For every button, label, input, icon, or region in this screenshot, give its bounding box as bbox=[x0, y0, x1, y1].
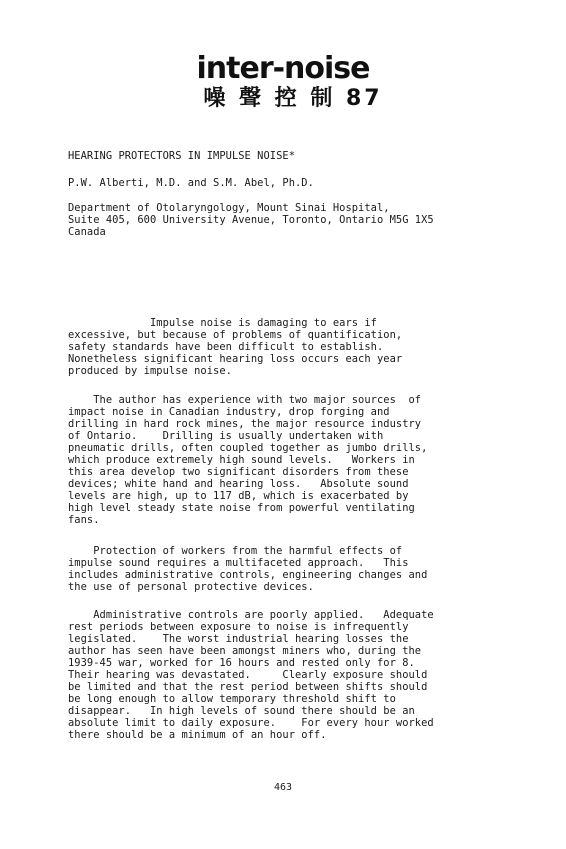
body-line: be long enough to allow temporary threshold shift to bbox=[68, 693, 396, 705]
body-line: this area develop two significant disorders from these bbox=[68, 466, 409, 478]
body-line: excessive, but because of problems of quantification, bbox=[68, 329, 403, 341]
body-line: author has seen have been amongst miners who, during the bbox=[68, 645, 422, 657]
body-line: the use of personal protective devices. bbox=[68, 581, 314, 593]
page-number: 463 bbox=[273, 782, 293, 793]
logo-title: inter-noise bbox=[196, 51, 370, 86]
logo-subtitle: 噪 聲 控 制 87 bbox=[203, 86, 383, 111]
body-line: Their hearing was devastated. Clearly exposure should bbox=[68, 669, 428, 681]
paper-authors: P.W. Alberti, M.D. and S.M. Abel, Ph.D. bbox=[68, 177, 314, 189]
body-line: safety standards have been difficult to establish. bbox=[68, 341, 384, 353]
body-line: which produce extremely high sound levels. Workers in bbox=[68, 454, 415, 466]
body-line: levels are high, up to 117 dB, which is exacerbated by bbox=[68, 490, 409, 502]
body-line: impulse sound requires a multifaceted approach. This bbox=[68, 557, 409, 569]
body-line: fans. bbox=[68, 514, 100, 526]
body-line: rest periods between exposure to noise is infrequently bbox=[68, 621, 409, 633]
body-line: of Ontario. Drilling is usually undertaken with bbox=[68, 430, 384, 442]
affiliation-line: Department of Otolaryngology, Mount Sinai Hospital, bbox=[68, 202, 390, 214]
body-line: there should be a minimum of an hour off. bbox=[68, 729, 327, 741]
body-line: legislated. The worst industrial hearing losses the bbox=[68, 633, 409, 645]
body-line: drilling in hard rock mines, the major resource industry bbox=[68, 418, 422, 430]
body-line: high level steady state noise from powerful ventilating bbox=[68, 502, 415, 514]
body-line: be limited and that the rest period between shifts should bbox=[68, 681, 428, 693]
body-line: includes administrative controls, engineering changes and bbox=[68, 569, 428, 581]
body-line: 1939-45 war, worked for 16 hours and rested only for 8. bbox=[68, 657, 415, 669]
affiliation-line: Suite 405, 600 University Avenue, Toronto, Ontario M5G 1X5 bbox=[68, 214, 434, 226]
affiliation-line: Canada bbox=[68, 226, 106, 238]
body-line: The author has experience with two major sources of bbox=[68, 394, 422, 406]
body-line: Nonetheless significant hearing loss occurs each year bbox=[68, 353, 403, 365]
body-line: absolute limit to daily exposure. For every hour worked bbox=[68, 717, 434, 729]
body-line: pneumatic drills, often coupled together as jumbo drills, bbox=[68, 442, 428, 454]
body-line: disappear. In high levels of sound there should be an bbox=[68, 705, 415, 717]
body-line: produced by impulse noise. bbox=[68, 365, 232, 377]
body-line: Administrative controls are poorly applied. Adequate bbox=[68, 609, 434, 621]
body-line: Impulse noise is damaging to ears if bbox=[68, 317, 377, 329]
body-line: devices; white hand and hearing loss. Absolute sound bbox=[68, 478, 409, 490]
body-line: impact noise in Canadian industry, drop forging and bbox=[68, 406, 390, 418]
conference-logo bbox=[0, 52, 566, 112]
paper-title: HEARING PROTECTORS IN IMPULSE NOISE* bbox=[68, 150, 296, 162]
body-line: Protection of workers from the harmful effects of bbox=[68, 545, 403, 557]
